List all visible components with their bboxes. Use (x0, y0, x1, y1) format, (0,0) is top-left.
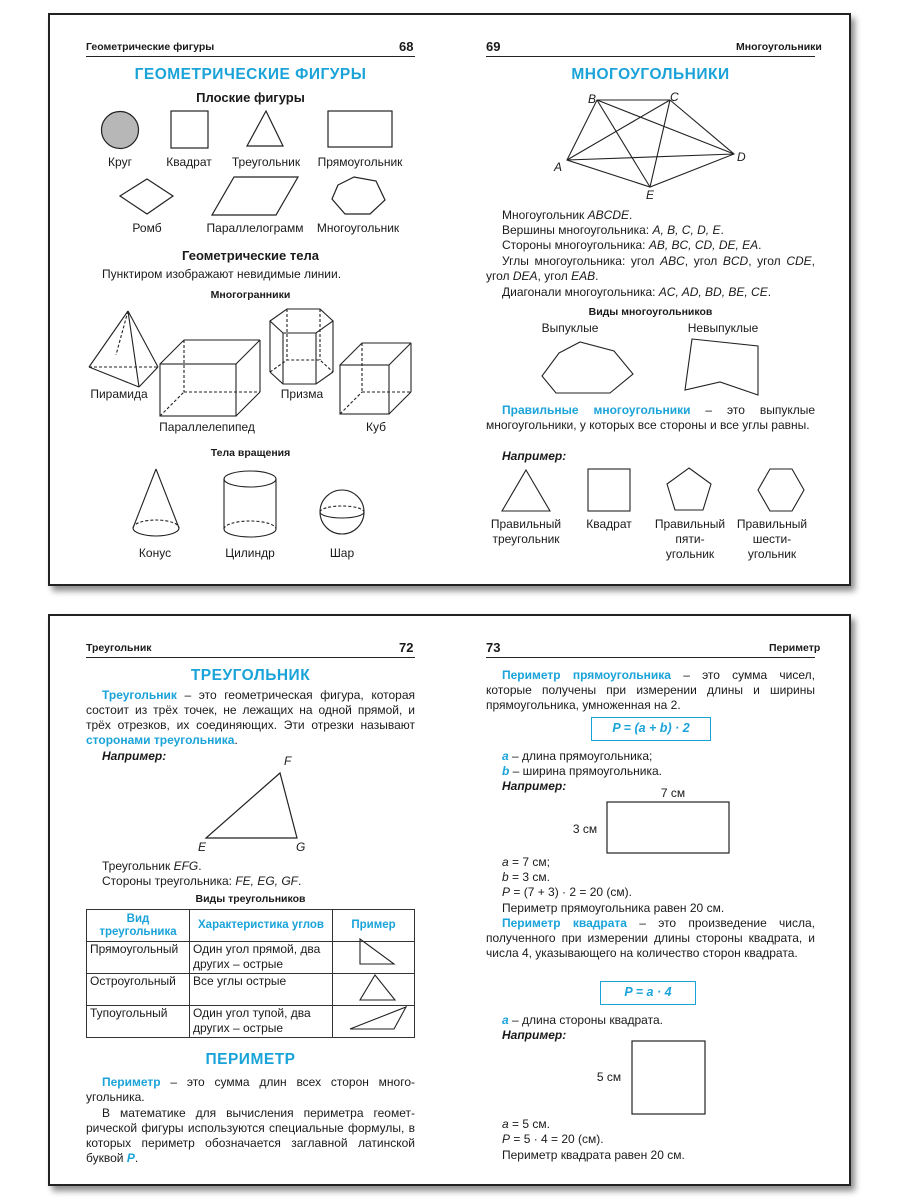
shape-label: Прямоугольник (317, 155, 403, 169)
regular-pentagon-shape (667, 468, 711, 510)
vertices-line: Вершины многоугольника: A, B, C, D, E. (502, 223, 724, 237)
table-cell-example (333, 974, 415, 1006)
polygon-name-line: Многоугольник ABCDE. (502, 208, 633, 222)
page-number-right: 69 (486, 39, 501, 54)
regular-polygons-definition: Правильные многоугольники – это выпуклые многоугольники, у которых все стороны и все углы равны. (486, 403, 815, 432)
solid-label: Шар (329, 546, 355, 560)
perimeter-definition: Периметр – это сумма длин всех сторон многоугольника. (86, 1075, 415, 1104)
triangle-types-table (86, 909, 415, 1038)
var-b-line: b – ширина прямоугольника. (502, 764, 662, 778)
rectangle-formula-box: P = (a + b) · 2 (591, 717, 711, 741)
triangle-shape (247, 111, 283, 146)
var-a-square-line: a – длина стороны квадрата. (502, 1013, 663, 1027)
example-label: Например: (502, 1028, 567, 1042)
var-a-line: a – длина прямоугольника; (502, 749, 653, 763)
rectangle-height-label: 3 см (572, 822, 598, 836)
subsection-heading: Тела вращения (210, 447, 291, 459)
cylinder-drawing (224, 471, 276, 537)
table-cell: Прямоугольный (87, 942, 190, 974)
rectangle-result: Периметр прямоугольника равен 20 см. (502, 901, 725, 915)
table-cell-example (333, 1006, 415, 1038)
circle-shape (102, 112, 139, 149)
vertex-label: B (588, 92, 597, 106)
table-cell: Тупоугольный (87, 1006, 190, 1038)
convex-label: Выпуклые (541, 321, 599, 335)
shape-label: Ромб (132, 221, 162, 235)
vertex-label: A (554, 160, 563, 174)
prism-drawing (270, 309, 333, 384)
table-row (87, 974, 415, 1006)
regular-shape-label: Правильный треугольник (490, 517, 562, 546)
triangle-name-line: Треугольник EFG. (102, 859, 202, 873)
square-perimeter-definition: Периметр квадрата – это произведение числа, полученного при измерении длины стороны квадрата, и числа 4, указывающего на количество сторон квадрата. (486, 916, 816, 960)
example-label: Например: (502, 779, 567, 793)
square-formula-box: P = a · 4 (600, 981, 696, 1005)
cone-drawing (133, 469, 179, 536)
regular-shape-label: Правильный шести- угольник (736, 517, 808, 561)
table-row (87, 942, 415, 974)
convex-polygon-shape (542, 342, 633, 393)
nonconvex-polygon-shape (685, 339, 758, 395)
sides-line: Стороны многоугольника: AB, BC, CD, DE, EA. (502, 238, 762, 252)
running-header-right: Периметр (769, 642, 821, 654)
running-header-left: Треугольник (86, 642, 152, 654)
solid-label: Пирамида (90, 387, 148, 401)
page-title: ГЕОМЕТРИЧЕСКИЕ ФИГУРЫ (134, 66, 367, 83)
regular-shape-label: Квадрат (586, 517, 632, 531)
square-5-drawing (632, 1041, 705, 1114)
table-cell: Один угол прямой, два других – острые (190, 942, 333, 974)
solid-label: Цилиндр (225, 546, 275, 560)
calc-line: a = 5 см. (502, 1117, 550, 1131)
table-header: Характеристика углов (190, 910, 333, 942)
vertex-label: E (646, 188, 655, 202)
page-title: МНОГОУГОЛЬНИКИ (571, 66, 730, 83)
running-header-right: Многоугольники (736, 41, 822, 53)
parallelepiped-drawing (160, 340, 260, 416)
vertex-label: D (737, 150, 746, 164)
regular-square-shape (588, 469, 630, 511)
perimeter-paragraph: В математике для вычисления периметра геометрической фигуры используются специальные формулы, в которых периметр обозначается заглавной латинской буквой P. (86, 1106, 415, 1165)
triangle-efg-drawing (206, 773, 297, 838)
solid-label: Призма (280, 387, 324, 401)
solid-label: Конус (138, 546, 172, 560)
pentagon-abcde-diagram (567, 100, 734, 187)
running-header-left: Геометрические фигуры (86, 41, 215, 53)
subsection-heading: Виды многоугольников (588, 306, 713, 318)
pyramid-drawing (89, 311, 158, 387)
page-number-right: 73 (486, 640, 501, 655)
vertex-label: F (284, 754, 292, 768)
calc-line: P = (7 + 3) · 2 = 20 (см). (502, 885, 632, 899)
vertex-label: E (198, 840, 207, 854)
regular-triangle-shape (502, 470, 550, 511)
page-number-left: 68 (399, 39, 414, 54)
square-shape (171, 111, 208, 148)
rectangle-perimeter-definition: Периметр прямоугольника – это сумма чисел, которые получены при измерении длины и ширины прямоугольника, умноженная на 2. (486, 668, 815, 712)
book-spread-bottom (48, 614, 851, 1186)
polygon-shape (332, 177, 385, 214)
regular-shape-label: Правильный пяти- угольник (654, 517, 726, 561)
plane-shapes-drawing (50, 15, 853, 588)
table-cell: Один угол тупой, два других – острые (190, 1006, 333, 1038)
dotted-lines-note: Пунктиром изображают невидимые линии. (102, 267, 342, 281)
shape-label: Параллелограмм (206, 221, 304, 235)
parallelogram-shape (212, 177, 298, 215)
triangle-sides-line: Стороны треугольника: FE, EG, GF. (102, 874, 302, 888)
page-number-left: 72 (399, 640, 414, 655)
rectangle-shape (328, 111, 392, 147)
table-cell-example (333, 942, 415, 974)
example-label: Например: (102, 749, 167, 763)
diagonals-line: Диагонали многоугольника: AC, AD, BD, BE, CE. (502, 285, 772, 299)
nonconvex-label: Невыпуклые (687, 321, 759, 335)
table-row (87, 1006, 415, 1038)
vertex-label: C (670, 90, 679, 104)
angles-paragraph: Углы многоугольника: угол ABC, угол BCD, угол CDE, угол DEA, угол EAB. (486, 254, 815, 283)
table-cell: Остроугольный (87, 974, 190, 1006)
subsection-heading: Многогранники (210, 289, 291, 301)
table-header: Вид треугольника (87, 910, 190, 942)
shape-label: Квадрат (166, 155, 212, 169)
section-title: ПЕРИМЕТР (205, 1051, 296, 1068)
rhombus-shape (120, 179, 173, 214)
shape-label: Многоугольник (316, 221, 400, 235)
sphere-drawing (320, 490, 364, 534)
solid-label: Параллелепипед (159, 420, 255, 434)
page-title: ТРЕУГОЛЬНИК (190, 667, 311, 684)
calc-line: P = 5 · 4 = 20 (см). (502, 1132, 604, 1146)
table-header: Пример (333, 910, 415, 942)
cube-drawing (340, 343, 411, 414)
book-spread-top (48, 13, 851, 586)
shape-label: Треугольник (231, 155, 301, 169)
square-result: Периметр квадрата равен 20 см. (502, 1148, 685, 1162)
calc-line: b = 3 см. (502, 870, 550, 884)
subsection-heading: Виды треугольников (195, 893, 306, 905)
regular-hexagon-shape (758, 469, 804, 511)
section-heading: Плоские фигуры (196, 90, 305, 105)
solid-label: Куб (366, 420, 386, 434)
calc-line: a = 7 см; (502, 855, 550, 869)
triangle-definition: Треугольник – это геометрическая фигура, которая состоит из трёх точек, не лежащих на одной прямой, и трёх отрезков, их соединяющих. Эти отрезки называют сторонами треугольника. (86, 688, 415, 747)
shape-label: Круг (108, 155, 132, 169)
rectangle-width-label: 7 см (660, 786, 686, 800)
table-cell: Все углы острые (190, 974, 333, 1006)
vertex-label: G (296, 840, 306, 854)
example-label: Например: (502, 449, 567, 463)
square-side-label: 5 см (596, 1070, 622, 1084)
section-heading: Геометрические тела (182, 248, 319, 263)
rectangle-7x3-drawing (607, 802, 729, 853)
